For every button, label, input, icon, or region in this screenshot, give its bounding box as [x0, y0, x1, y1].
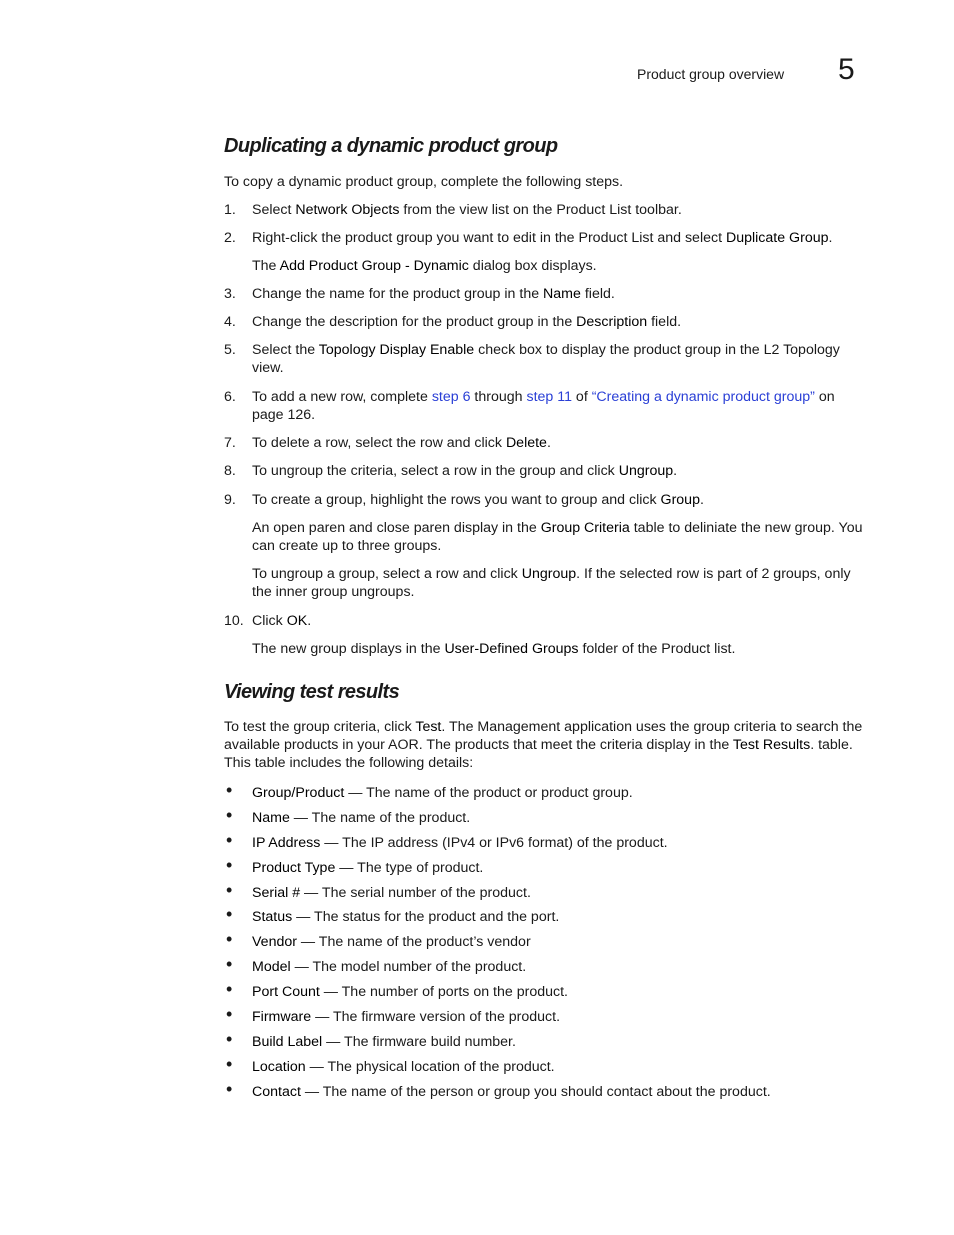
section1-intro: To copy a dynamic product group, complete the following steps.: [224, 174, 624, 190]
step-number: 2.: [224, 230, 236, 246]
step-9-note-1: [252, 519, 874, 555]
ui-term: Group Criteria: [540, 520, 630, 536]
list-item-text: [252, 784, 870, 802]
ui-term: Add Product Group - Dynamic: [279, 258, 469, 274]
ui-term: Ungroup: [618, 463, 674, 479]
text: — The firmware version of the product.: [311, 1009, 561, 1025]
step-text: [252, 612, 870, 630]
text: field.: [647, 314, 682, 330]
step-text: [252, 229, 870, 247]
text: — The physical location of the product.: [305, 1059, 555, 1075]
chapter-number: 5: [838, 53, 855, 86]
text: — The status for the product and the port.: [292, 909, 560, 925]
text: Change the name for the product group in the: [252, 286, 544, 302]
step-2-note: [252, 257, 874, 275]
text: To test the group criteria, click: [224, 719, 416, 735]
text: To ungroup the criteria, select a row in the group and click: [252, 463, 619, 479]
text: Select the: [252, 342, 319, 358]
ui-term: Model: [252, 959, 291, 975]
ui-term: Contact: [252, 1084, 301, 1100]
text: — The firmware build number.: [322, 1034, 516, 1050]
bullet-icon: •: [226, 855, 233, 875]
step-text: [252, 434, 870, 452]
link-step-6[interactable]: step 6: [431, 389, 471, 405]
text: . table. This table includes the following details:: [224, 737, 853, 771]
text: To ungroup a group, select a row and click: [252, 566, 522, 582]
text: through: [470, 389, 527, 405]
ui-term: Group: [660, 492, 700, 508]
bullet-icon: •: [226, 904, 233, 924]
text: Change the description for the product group in the: [252, 314, 577, 330]
ui-term: Build Label: [252, 1034, 323, 1050]
text: — The serial number of the product.: [300, 885, 531, 901]
text: .: [673, 463, 678, 479]
ui-term: Vendor: [252, 934, 297, 950]
ui-term: User-Defined Groups: [444, 641, 579, 657]
ui-term: Product Type: [252, 860, 336, 876]
step-number: 6.: [224, 389, 236, 405]
section-heading-viewing-test-results: Viewing test results: [224, 681, 400, 703]
bullet-icon: •: [226, 1079, 233, 1099]
bullet-icon: •: [226, 780, 233, 800]
ui-term: Serial #: [252, 885, 301, 901]
list-item-text: [252, 958, 870, 976]
text: — The model number of the product.: [290, 959, 527, 975]
list-item-text: [252, 983, 870, 1001]
bullet-icon: •: [226, 954, 233, 974]
text: table to deliniate the new group. You can create up to three groups.: [252, 520, 863, 554]
ui-term: IP Address: [252, 835, 321, 851]
text: .: [307, 613, 312, 629]
list-item-text: [252, 908, 870, 926]
link-creating-dynamic-group[interactable]: “Creating a dynamic product group”: [591, 389, 815, 405]
text: . The Management application uses the group criteria to search the available products in your AOR. The products that meet the criteria display in the: [224, 719, 863, 753]
bullet-icon: •: [226, 1029, 233, 1049]
section2-intro: [224, 718, 874, 772]
bullet-icon: •: [226, 805, 233, 825]
text: The: [252, 258, 280, 274]
text: dialog box displays.: [468, 258, 597, 274]
list-item-text: [252, 1083, 870, 1101]
text: .: [546, 435, 551, 451]
text: of: [571, 389, 592, 405]
bullet-icon: •: [226, 1054, 233, 1074]
ui-term: Description: [576, 314, 648, 330]
step-10-note: [252, 640, 874, 658]
step-number: 5.: [224, 342, 236, 358]
ui-term: Duplicate Group: [725, 230, 829, 246]
ui-term: Test Results: [732, 737, 811, 753]
step-text: [252, 201, 870, 219]
ui-term: Ungroup: [521, 566, 577, 582]
text: The new group displays in the: [252, 641, 445, 657]
step-text: [252, 285, 870, 303]
ui-term: Network Objects: [295, 202, 400, 218]
step-text: [252, 388, 870, 424]
bullet-icon: •: [226, 1004, 233, 1024]
text: Select: [252, 202, 296, 218]
ui-term: Topology Display Enable: [318, 342, 475, 358]
bullet-icon: •: [226, 979, 233, 999]
text: from the view list on the Product List toolbar.: [399, 202, 682, 218]
ui-term: Port Count: [252, 984, 320, 1000]
text: — The type of product.: [335, 860, 484, 876]
section-heading-duplicating: Duplicating a dynamic product group: [224, 135, 558, 157]
list-item-text: [252, 1008, 870, 1026]
text: .: [828, 230, 833, 246]
text: . If the selected row is part of 2 groups, only the inner group ungroups.: [252, 566, 851, 600]
text: — The name of the product’s vendor: [296, 934, 531, 950]
list-item-text: [252, 834, 870, 852]
link-step-11[interactable]: step 11: [526, 389, 572, 405]
bullet-icon: •: [226, 880, 233, 900]
ui-term: OK: [286, 613, 308, 629]
list-item-text: [252, 809, 870, 827]
list-item-text: [252, 933, 870, 951]
header-title: Product group overview: [637, 66, 785, 82]
step-text: [252, 313, 870, 331]
text: — The number of ports on the product.: [319, 984, 568, 1000]
text: To delete a row, select the row and click: [252, 435, 506, 451]
step-text: [252, 462, 870, 480]
ui-term: Delete: [505, 435, 547, 451]
ui-term: Name: [543, 286, 581, 302]
list-item-text: [252, 884, 870, 902]
list-item-text: [252, 1033, 870, 1051]
step-number: 3.: [224, 286, 236, 302]
text: .: [699, 492, 704, 508]
ui-term: Test: [415, 719, 442, 735]
text: An open paren and close paren display in the: [252, 520, 541, 536]
step-number: 10.: [224, 613, 244, 629]
text: To add a new row, complete: [252, 389, 432, 405]
ui-term: Name: [252, 810, 290, 826]
step-text: [252, 341, 870, 377]
step-number: 1.: [224, 202, 236, 218]
text: — The IP address (IPv4 or IPv6 format) of the product.: [320, 835, 668, 851]
step-number: 9.: [224, 492, 236, 508]
ui-term: Group/Product: [252, 785, 345, 801]
ui-term: Status: [252, 909, 293, 925]
text: — The name of the product.: [289, 810, 471, 826]
text: To create a group, highlight the rows you want to group and click: [252, 492, 661, 508]
text: check box to display the product group in the L2 Topology view.: [252, 342, 840, 376]
step-text: [252, 491, 870, 509]
text: folder of the Product list.: [578, 641, 736, 657]
bullet-icon: •: [226, 929, 233, 949]
step-9-note-2: [252, 565, 874, 601]
text: field.: [580, 286, 615, 302]
text: on page 126.: [252, 389, 835, 423]
ui-term: Location: [252, 1059, 306, 1075]
step-number: 4.: [224, 314, 236, 330]
text: — The name of the product or product group.: [344, 785, 633, 801]
list-item-text: [252, 859, 870, 877]
text: Right-click the product group you want to edit in the Product List and select: [252, 230, 726, 246]
bullet-icon: •: [226, 830, 233, 850]
list-item-text: [252, 1058, 870, 1076]
step-number: 7.: [224, 435, 236, 451]
text: Click: [252, 613, 287, 629]
ui-term: Firmware: [252, 1009, 312, 1025]
text: — The name of the person or group you should contact about the product.: [300, 1084, 771, 1100]
step-number: 8.: [224, 463, 236, 479]
